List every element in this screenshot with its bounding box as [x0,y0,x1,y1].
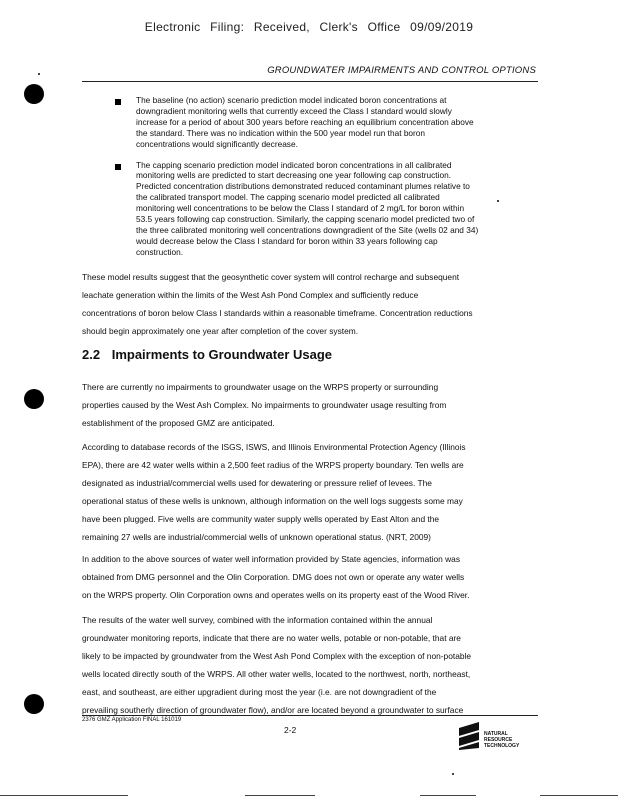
text-line: leachate generation within the limits of the West Ash Pond Complex and sufficiently reduce [82,290,419,300]
bullet-line: downgradient monitoring wells that currently exceed the Class I standard would slowly [136,105,452,116]
paragraph-well-survey [82,611,532,719]
nrt-logo [455,718,530,758]
header-rule [82,81,538,82]
scan-edge-line [0,795,128,796]
text-line: should begin approximately one year after completion of the cover system. [82,326,359,336]
bullet-marker [115,95,136,150]
paragraph-model-results [82,268,532,340]
bullet-line: the standard. There was no indication within the 500 year model run that boron [136,127,426,138]
text-line: EPA), there are 42 water wells within a 2,500 feet radius of the WRPS property boundary. Ten wells are [82,460,464,470]
text-line: In addition to the above sources of water well information provided by State agencies, information was [82,554,461,564]
bullet-line: 53.5 years following cap construction. Similarly, the capping scenario model predicted two of [136,214,475,225]
text-line: prevailing southerly direction of groundwater flow), and/or are located beyond a groundwater to surface [82,705,464,715]
bullet-line: the calibrated transport model. The capping scenario model predicted all calibrated [136,192,440,203]
text-line: on the WRPS property. Olin Corporation owns and operates wells on its property east of the Wood River. [82,590,470,600]
section-number: 2.2 [82,347,101,362]
bullet-line: concentrations would significantly decrease. [136,138,298,149]
text-line: east, and southeast, are either upgradient during most the year (i.e. are not downgradient of the [82,687,437,697]
bullet-line: The baseline (no action) scenario prediction model indicated boron concentrations at [136,95,447,105]
bullet-line: increase for a period of about 300 years before reaching an equilibrium concentration above [136,116,474,127]
text-line: establishment of the proposed GMZ are anticipated. [82,418,275,428]
text-line: concentrations of boron below Class I standards within a reasonable timeframe. Concentration reductions [82,308,473,318]
text-line: The results of the water well survey, combined with the information contained within the annual [82,615,433,625]
text-line: These model results suggest that the geosynthetic cover system will control recharge and subsequent [82,272,460,282]
text-line: There are currently no impairments to groundwater usage on the WRPS property or surrounding [82,382,439,392]
bullet-line: Predicted concentration distributions demonstrated reduced contaminant plumes relative to [136,181,470,192]
bullet-line: monitoring wells are predicted to start decreasing one year following cap construction. [136,170,451,181]
punch-hole [24,694,44,714]
filing-stamp: Electronic Filing: Received, Clerk's Office 09/09/2019 [144,20,474,34]
logo-line: RESOURCE [484,737,513,743]
text-line: likely to be impacted by groundwater from the West Ash Pond Complex with the exception of non-potable [82,651,472,661]
text-line: According to database records of the ISGS, ISWS, and Illinois Environmental Protection Agency (Illinois [82,442,466,452]
section-heading [82,347,332,362]
bullet-line: The capping scenario prediction model indicated boron concentrations in all calibrated [136,159,452,170]
footer-doc-id: 2376 GMZ Application FINAL 161019 [82,717,182,723]
text-line: wells located directly south of the WRPS. All other water wells, located to the northwest, north, northeast, [82,669,471,679]
text-line: obtained from DMG personnel and the Olin Corporation. DMG does not own or operate any water wells [82,572,465,582]
text-line: have been plugged. Five wells are community water supply wells operated by East Alton and the [82,514,440,524]
text-line: remaining 27 wells are industrial/commercial wells of unknown operational status. (NRT, 2009) [82,532,431,542]
logo-line: NATURAL [484,731,508,737]
punch-hole [24,84,44,104]
bullet-item [115,95,535,150]
text-line: groundwater monitoring reports, indicate that there are no water wells, potable or non-potable, that are [82,633,461,643]
footer-rule [82,715,538,716]
logo-line: TECHNOLOGY [484,743,520,749]
running-head: GROUNDWATER IMPAIRMENTS AND CONTROL OPTIONS [267,65,536,76]
punch-hole [24,389,44,409]
text-line: operational status of these wells is unknown, although information on the well logs suggests some may [82,496,463,506]
scan-edge-line [420,795,476,796]
paragraph-database-records [82,438,532,546]
text-line: designated as industrial/commercial wells used for dewatering or pressure relief of levees. The [82,478,432,488]
paragraph-impairments [82,378,532,432]
bullet-marker [115,160,136,258]
page-number: 2-2 [284,725,297,735]
paragraph-additional-sources [82,550,532,604]
bullet-line: monitoring well concentrations to be below the Class I standard of 2 mg/L for boron within [136,203,465,214]
bullet-list [115,95,535,258]
scan-speck [497,200,499,202]
scan-speck [38,73,40,75]
bullet-line: would decrease below the Class I standard for boron within 33 years following cap [136,235,438,246]
text-line: properties caused by the West Ash Complex. No impairments to groundwater usage resulting from [82,400,447,410]
scan-edge-line [245,795,315,796]
logo-text [484,731,519,749]
scan-edge-line [540,795,618,796]
section-title: Impairments to Groundwater Usage [111,347,333,362]
bullet-line: the three calibrated monitoring well concentrations downgradient of the Site (wells 02 and 34) [136,224,479,235]
bullet-item [115,160,535,258]
scan-speck [452,773,454,775]
bullet-line: construction. [136,246,184,257]
logo-mark-icon [455,720,481,750]
